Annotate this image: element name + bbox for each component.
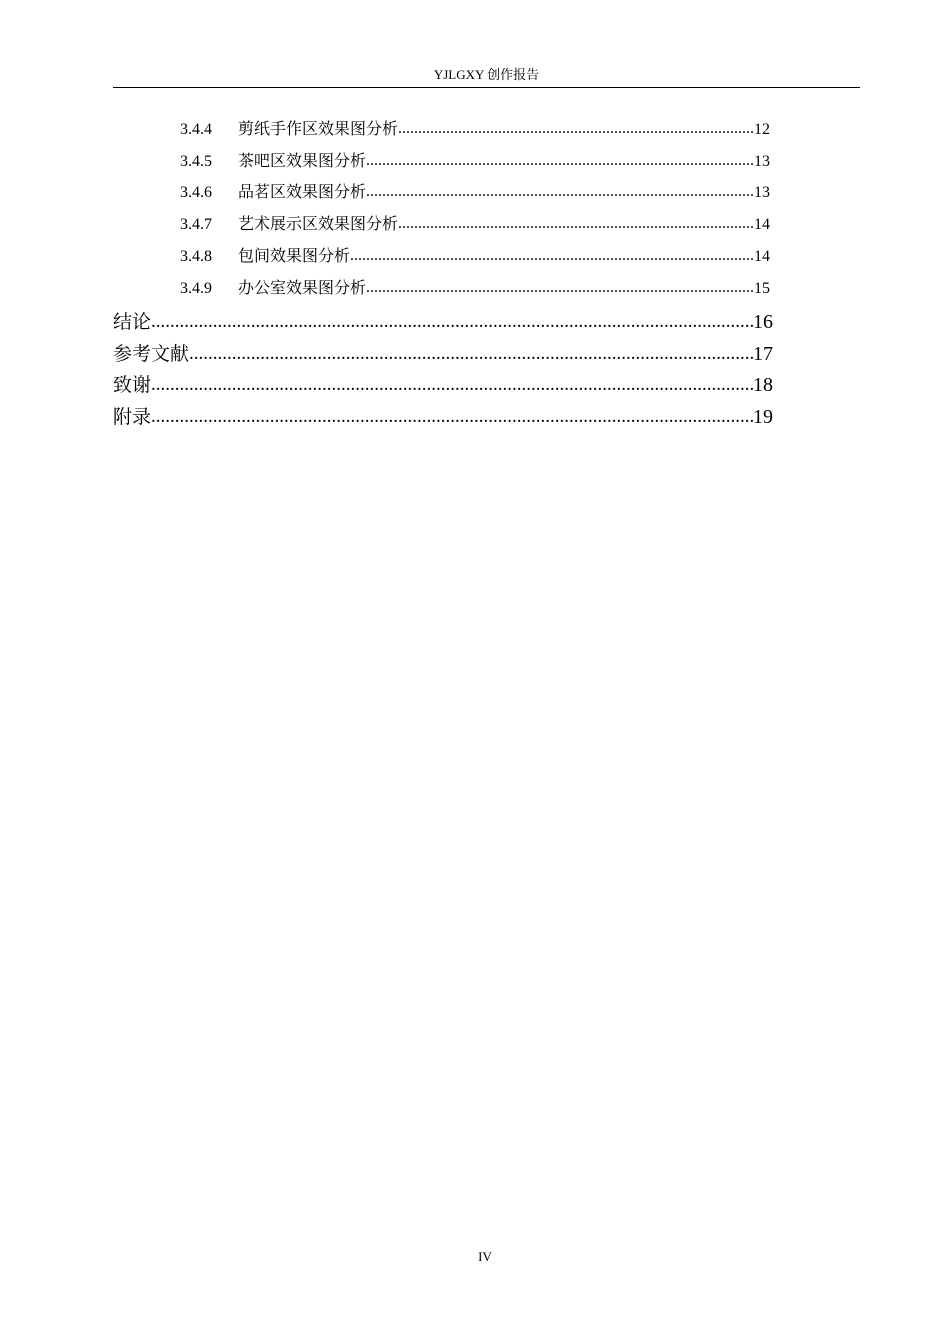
toc-entry-acknowledgements[interactable] <box>113 372 773 398</box>
toc-entry-appendix[interactable] <box>113 404 773 430</box>
toc-entry-page: 19 <box>753 406 773 428</box>
toc-entry-number: 3.4.9 <box>180 280 212 297</box>
toc-entry-page: 14 <box>754 248 770 265</box>
toc-dot-leader <box>189 341 753 367</box>
page-footer <box>0 1248 950 1266</box>
toc-entry-3-4-5[interactable] <box>180 151 770 173</box>
toc-dot-leader <box>151 309 753 335</box>
page-number: IV <box>478 1249 492 1264</box>
toc-dot-leader <box>350 246 754 267</box>
toc-entry-page: 15 <box>754 280 770 297</box>
toc-entry-title: 办公室效果图分析 <box>238 280 367 297</box>
toc-entry-3-4-7[interactable] <box>180 214 770 236</box>
toc-entry-number: 3.4.6 <box>180 184 212 201</box>
header-title: YJLGXY 创作报告 <box>433 67 540 82</box>
toc-entry-title: 茶吧区效果图分析 <box>238 153 367 170</box>
toc-dot-leader <box>398 119 754 140</box>
toc-entry-page: 14 <box>754 216 770 233</box>
toc-entry-conclusion[interactable] <box>113 309 773 335</box>
toc-entry-3-4-6[interactable] <box>180 182 770 204</box>
toc-entry-page: 17 <box>753 343 773 365</box>
toc-entry-title: 品茗区效果图分析 <box>238 184 367 201</box>
toc-entry-3-4-8[interactable] <box>180 246 770 268</box>
toc-entry-references[interactable] <box>113 341 773 367</box>
header-rule <box>113 87 860 88</box>
toc-dot-leader <box>151 404 753 430</box>
toc-dot-leader <box>366 151 754 172</box>
toc-entry-title: 参考文献 <box>113 343 190 365</box>
toc-entry-number: 3.4.4 <box>180 121 212 138</box>
toc-entry-title: 包间效果图分析 <box>238 248 351 265</box>
toc-entry-page: 18 <box>753 374 773 396</box>
toc-entry-page: 13 <box>754 184 770 201</box>
toc-entry-page: 16 <box>753 311 773 333</box>
toc-entry-3-4-9[interactable] <box>180 278 770 300</box>
toc-entry-page: 12 <box>754 121 770 138</box>
toc-entry-number: 3.4.8 <box>180 248 212 265</box>
toc-entry-title: 附录 <box>113 406 152 428</box>
toc-entry-number: 3.4.7 <box>180 216 212 233</box>
toc-entry-title: 剪纸手作区效果图分析 <box>238 121 399 138</box>
toc-entry-number: 3.4.5 <box>180 153 212 170</box>
toc-entry-3-4-4[interactable] <box>180 119 770 141</box>
toc-entry-title: 结论 <box>113 311 152 333</box>
page-header <box>113 66 860 84</box>
toc-entry-title: 艺术展示区效果图分析 <box>238 216 399 233</box>
toc-dot-leader <box>151 372 753 398</box>
toc-dot-leader <box>398 214 754 235</box>
toc-entry-title: 致谢 <box>113 374 152 396</box>
toc-dot-leader <box>366 278 754 299</box>
toc-dot-leader <box>366 182 754 203</box>
toc-entry-page: 13 <box>754 153 770 170</box>
